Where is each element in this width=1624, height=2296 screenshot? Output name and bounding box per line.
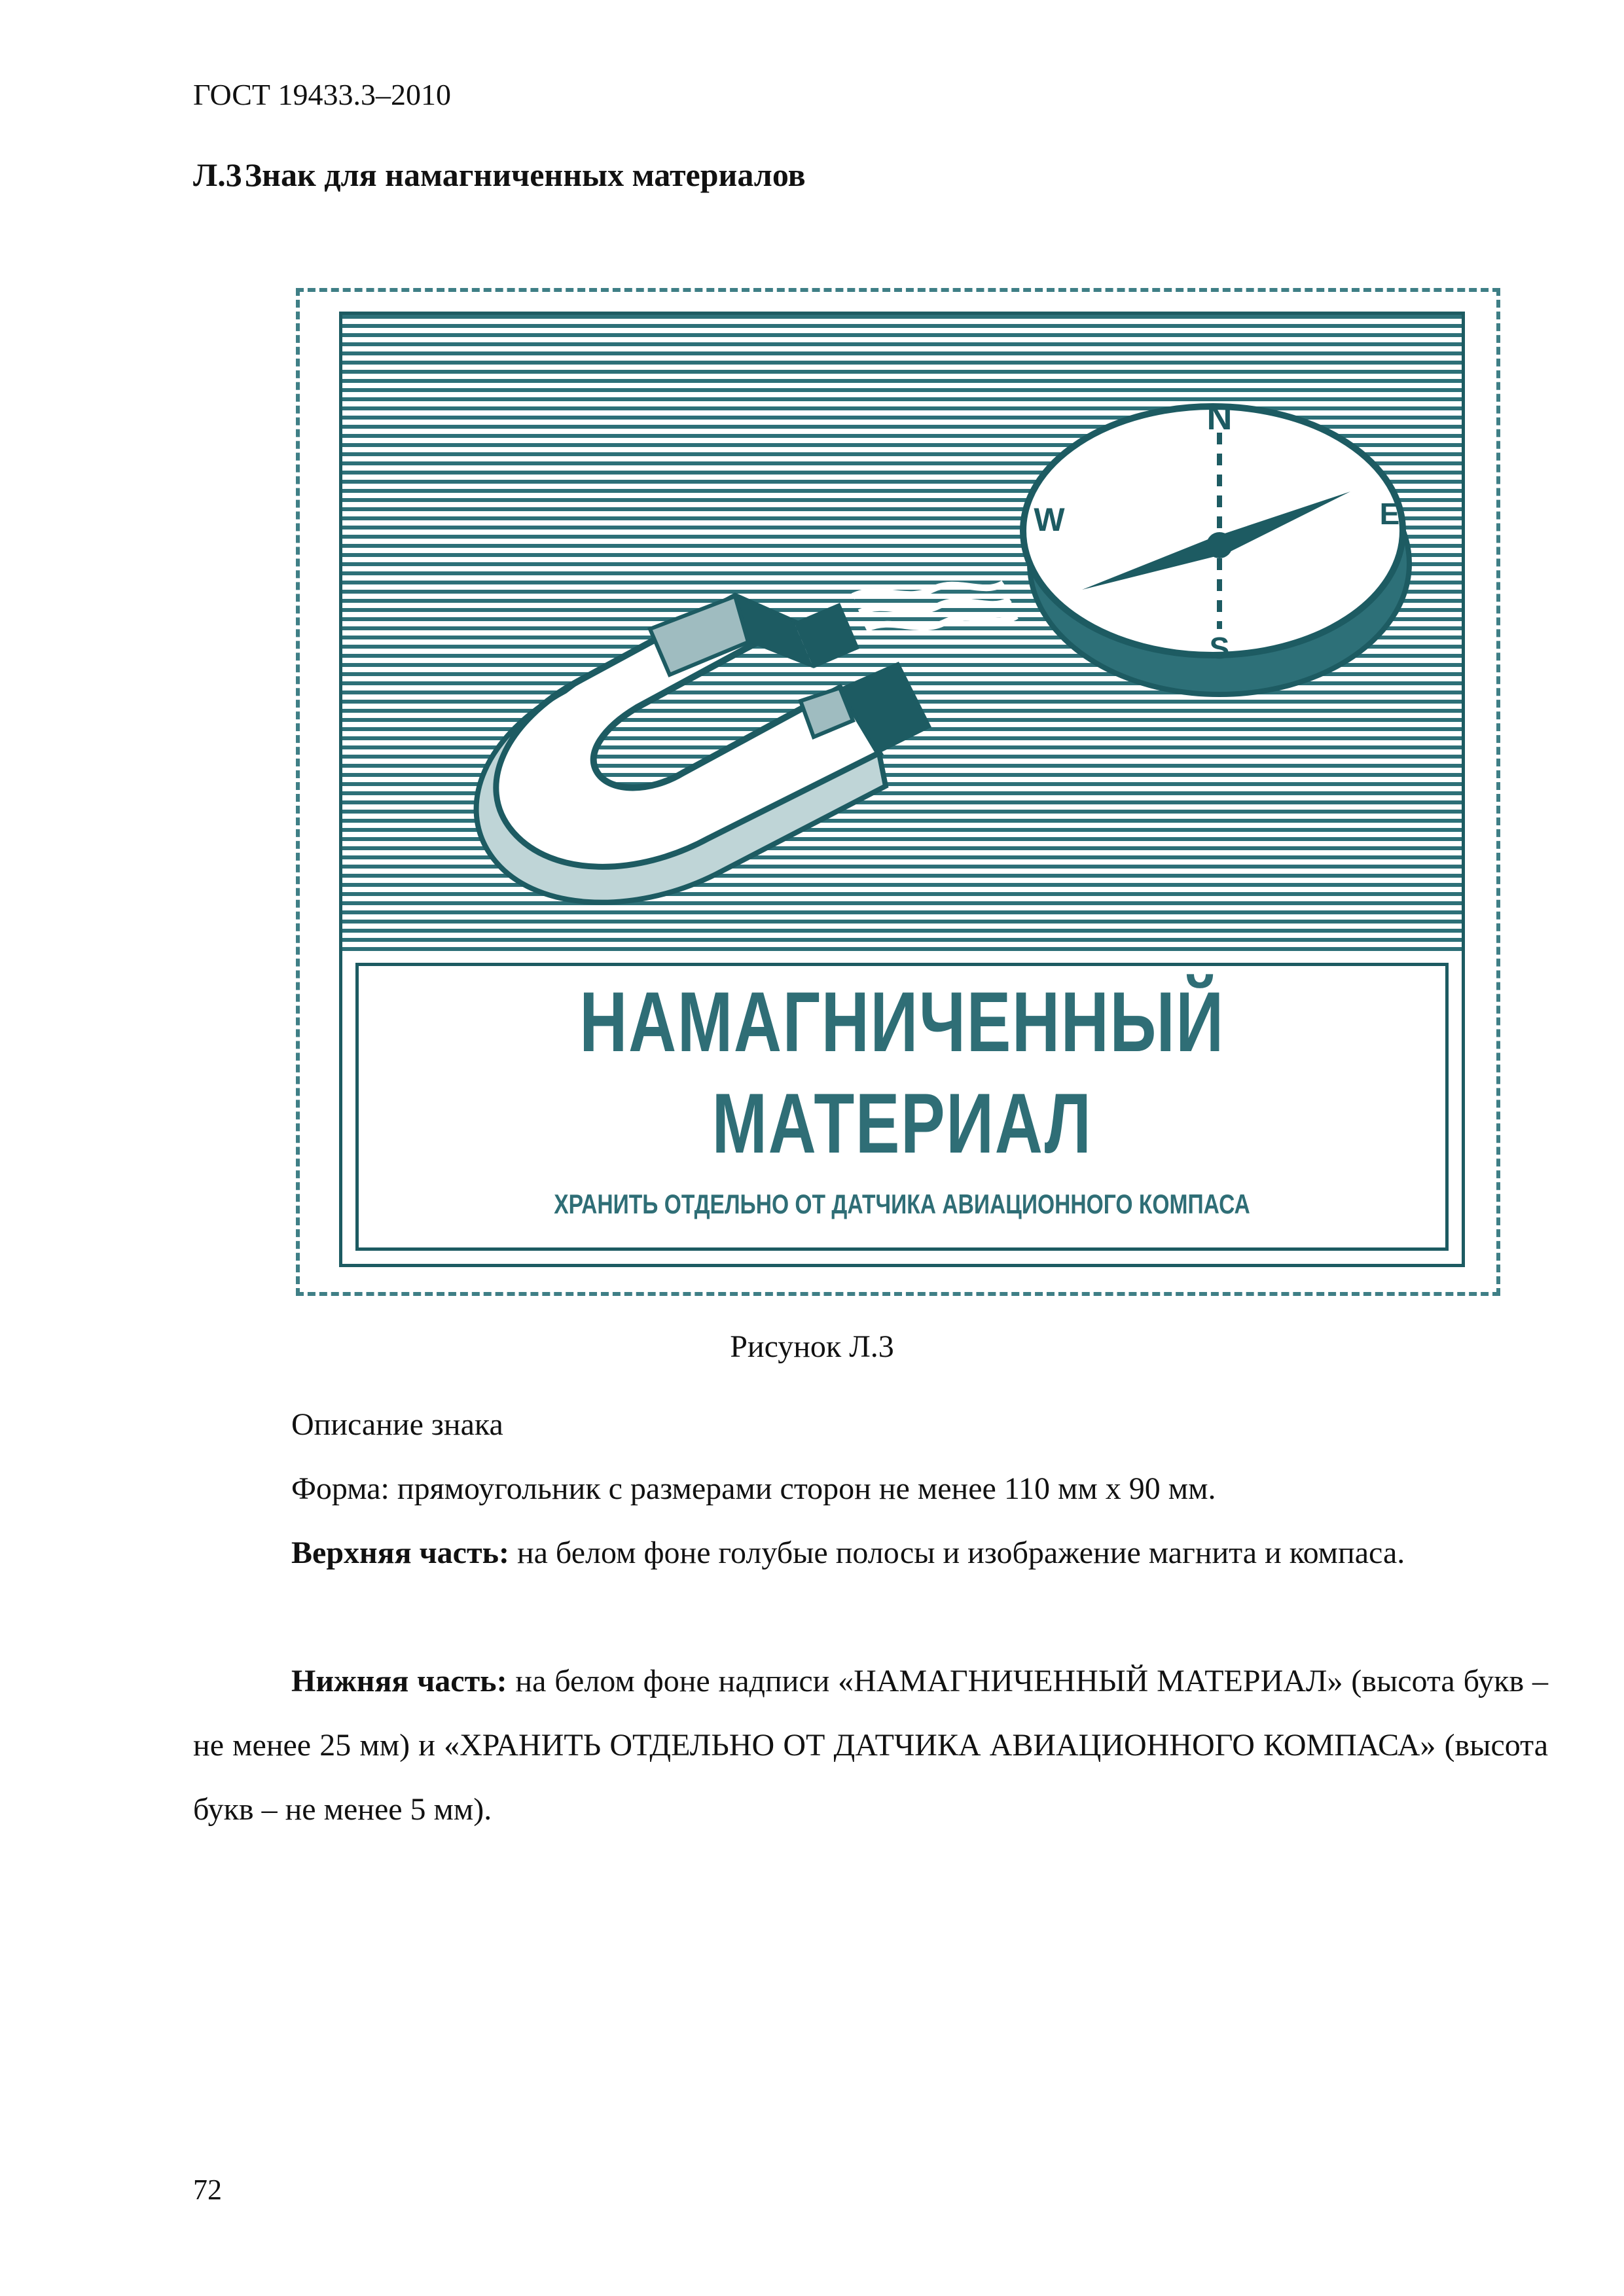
page-number: 72 [193, 2174, 222, 2206]
section-title-text: Знак для намагниченных материалов [244, 156, 806, 193]
compass-icon [1023, 398, 1409, 694]
magnetized-material-sign [339, 312, 1465, 1267]
section-number: Л.3 [193, 156, 242, 193]
lower-part-text: на белом фоне надписи «НАМАГНИЧЕННЫЙ МАТЕРИАЛ» (высота букв – не менее 25 мм) и «ХРАНИТЬ ОТДЕЛЬНО ОТ ДАТЧИКА АВИАЦИОННОГО КОМПАСА» (высота букв – не менее 5 мм). [193, 1664, 1548, 1827]
figure-caption: Рисунок Л.3 [730, 1329, 894, 1364]
compass-w-label: W [1034, 501, 1065, 538]
sign-label-box [355, 963, 1449, 1251]
figure-frame [296, 288, 1500, 1296]
sign-title-line2: МАТЕРИАЛ [712, 1075, 1092, 1171]
sign-title-line1: НАМАГНИЧЕННЫЙ [579, 974, 1225, 1069]
compass-s-label: S [1209, 631, 1230, 665]
section-heading [193, 156, 806, 194]
paragraph-upper-part [193, 1521, 1548, 1585]
paragraph-lower-part [193, 1649, 1548, 1842]
compass-e-label: E [1379, 497, 1400, 531]
document-code: ГОСТ 19433.3–2010 [193, 78, 452, 111]
paragraph-shape: Форма: прямоугольник с размерами сторон не менее 110 мм x 90 мм. [291, 1471, 1216, 1506]
sign-subtitle: ХРАНИТЬ ОТДЕЛЬНО ОТ ДАТЧИКА АВИАЦИОННОГО КОМПАСА [554, 1189, 1250, 1219]
paragraph-description: Описание знака [291, 1407, 503, 1442]
lower-part-label: Нижняя часть: [291, 1664, 507, 1698]
magnet-icon [477, 583, 1017, 903]
striped-background [342, 315, 1462, 956]
upper-part-label: Верхняя часть: [291, 1535, 509, 1570]
compass-n-label: N [1206, 398, 1233, 437]
upper-part-text: на белом фоне голубые полосы и изображение магнита и компаса. [509, 1535, 1405, 1570]
